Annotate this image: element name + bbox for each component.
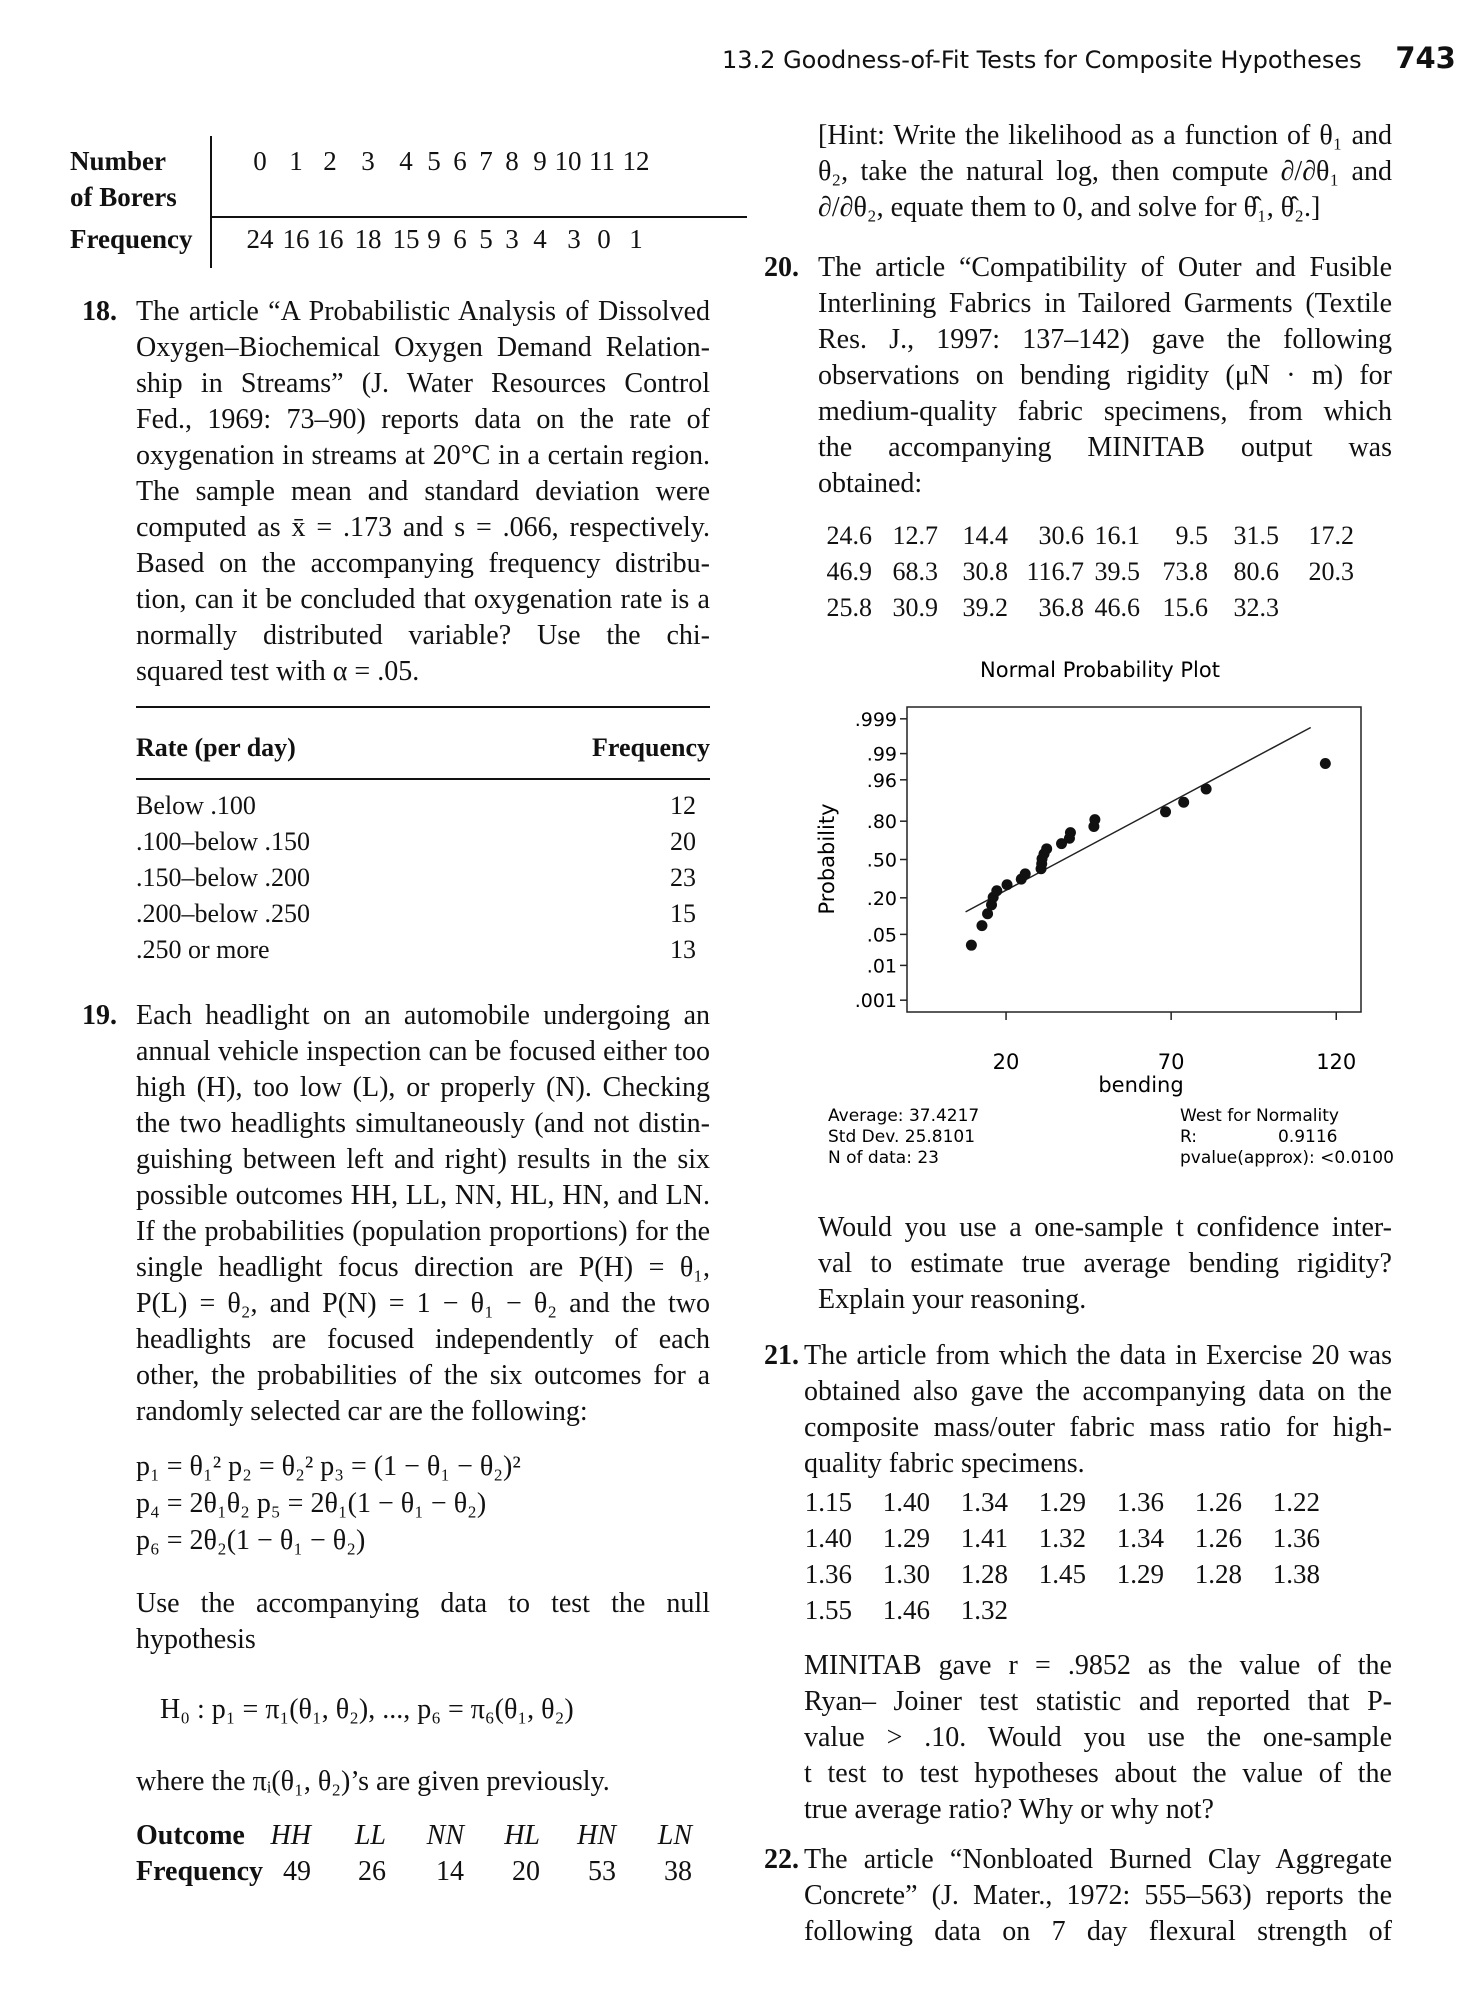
exercise-number: 21.: [764, 1340, 799, 1371]
text-line: hypothesis: [136, 1624, 256, 1655]
text-line: Res. J., 1997: 137–142) gave the following: [818, 324, 1392, 355]
data-cell: 30.6: [1038, 521, 1084, 550]
y-tick-label: .99: [866, 743, 897, 766]
outcome-cell: LN: [657, 1820, 692, 1851]
data-row: [804, 1556, 1344, 1592]
text-line: normally distributed variable? Use the chi-: [136, 620, 710, 651]
data-cell: 1.34: [1116, 1523, 1164, 1553]
stat-text: pvalue(approx): <0.0100: [1180, 1148, 1394, 1168]
data-row: [818, 590, 1398, 626]
data-row: [818, 554, 1398, 590]
bending-data: [818, 518, 1398, 626]
borers-frequency-cell: 16: [316, 224, 344, 254]
normal-probability-plot: [800, 648, 1400, 1184]
data-cell: 1.26: [1194, 1523, 1242, 1553]
data-cell: 1.40: [804, 1523, 852, 1553]
data-point: [1020, 868, 1031, 879]
text-line: possible outcomes HH, LL, NN, HL, HN, and LN.: [136, 1180, 710, 1211]
exercise-number: 19.: [82, 1000, 117, 1031]
borers-frequency-cell: 3: [505, 224, 519, 254]
exercise-19-text: [136, 998, 710, 1430]
x-ticks: [993, 1012, 1357, 1074]
data-cell: 1.45: [1038, 1559, 1086, 1589]
data-cell: 1.40: [882, 1487, 930, 1517]
formula-line: p₄ = 2θ₁θ₂ p₅ = 2θ₁(1 − θ₁ − θ₂): [136, 1488, 487, 1519]
text-line: observations on bending rigidity (μN · m) for: [818, 360, 1392, 391]
text-line: θ₂, take the natural log, then compute ∂/∂θ₁ and: [818, 156, 1392, 187]
text-line: computed as x̄ = .173 and s = .066, respectively.: [136, 512, 710, 543]
text-line: medium-quality fabric specimens, from which: [818, 396, 1392, 427]
data-cell: 39.5: [1094, 557, 1140, 586]
outcome-cell: LL: [354, 1820, 386, 1851]
y-tick-label: .999: [854, 708, 897, 731]
probability-formulas: [136, 1448, 710, 1559]
borers-frequency-cell: 24: [246, 224, 274, 254]
data-cell: 1.32: [1038, 1523, 1086, 1553]
y-tick-label: .50: [866, 849, 897, 872]
data-cell: 1.26: [1194, 1487, 1242, 1517]
x-tick-label: 20: [992, 1050, 1020, 1074]
running-header: [722, 40, 1456, 78]
data-cell: 1.28: [960, 1559, 1008, 1589]
data-row: [804, 1484, 1344, 1520]
text-line: Oxygen–Biochemical Oxygen Demand Relation-: [136, 332, 710, 363]
y-tick-label: .20: [866, 887, 897, 910]
text-line: The article from which the data in Exercise 20 was: [804, 1340, 1392, 1371]
text-line: squared test with α = .05.: [136, 656, 420, 687]
text-line: obtained also gave the accompanying data on the: [804, 1376, 1392, 1407]
data-point: [1201, 784, 1212, 795]
text-line: Fed., 1969: 73–90) reports data on the rate of: [136, 404, 710, 435]
text-line: annual vehicle inspection can be focused either too: [136, 1036, 710, 1067]
data-cell: 1.36: [804, 1559, 852, 1589]
running-title: 13.2 Goodness-of-Fit Tests for Composite Hypotheses: [722, 46, 1362, 74]
y-ticks: [855, 709, 907, 1012]
data-cell: 1.34: [960, 1487, 1008, 1517]
where-line: where the πᵢ(θ₁, θ₂)’s are given previously.: [136, 1766, 610, 1797]
text-line: Each headlight on an automobile undergoing an: [136, 1000, 710, 1031]
data-cell: 1.36: [1272, 1523, 1320, 1553]
borers-frequency-cell: 6: [453, 224, 467, 254]
frequency-cell: 15: [670, 899, 696, 928]
table-row: [136, 860, 710, 896]
exercise-20-text: [818, 250, 1392, 502]
x-tick-label: 120: [1316, 1050, 1357, 1074]
frequency-cell: 20: [670, 827, 696, 856]
text-line: guishing between left and right) results in the six: [136, 1144, 710, 1175]
y-tick-label: .96: [866, 769, 897, 792]
test-instruction: [136, 1586, 710, 1658]
text-line: Based on the accompanying frequency distribu-: [136, 548, 710, 579]
page-number: 743: [1395, 41, 1456, 75]
text-line: Interlining Fabrics in Tailored Garments (Textile: [818, 288, 1392, 319]
data-cell: 30.8: [962, 557, 1008, 586]
data-cell: 1.32: [960, 1595, 1008, 1625]
data-point: [1320, 758, 1331, 769]
borers-number-cell: 5: [427, 146, 441, 176]
data-cell: 1.29: [1038, 1487, 1086, 1517]
borers-number-cell: 4: [399, 146, 413, 176]
text-line: single headlight focus direction are P(H) = θ₁,: [136, 1252, 710, 1283]
borers-number-cell: 1: [289, 146, 303, 176]
text-line: tion, can it be concluded that oxygenation rate is a: [136, 584, 710, 615]
data-point: [1065, 827, 1076, 838]
data-cell: 1.36: [1116, 1487, 1164, 1517]
data-point: [1041, 843, 1052, 854]
stat-text: N of data: 23: [828, 1148, 939, 1168]
borers-frequency-cell: 3: [567, 224, 581, 254]
data-row: [804, 1520, 1344, 1556]
stats-left: [828, 1106, 979, 1168]
data-point: [1178, 797, 1189, 808]
stat-text: R:: [1180, 1127, 1198, 1147]
data-cell: 36.8: [1038, 593, 1084, 622]
table-row: [136, 896, 710, 932]
borers-row2-label: Frequency: [70, 224, 193, 254]
exercise-18-text: [136, 294, 710, 690]
text-line: P(L) = θ₂, and P(N) = 1 − θ₁ − θ₂ and the two: [136, 1288, 710, 1319]
data-row: [804, 1592, 1344, 1628]
stat-text: Std Dev. 25.8101: [828, 1127, 976, 1147]
text-line: ship in Streams” (J. Water Resources Control: [136, 368, 710, 399]
data-cell: 1.30: [882, 1559, 930, 1589]
borers-row1-label2: of Borers: [70, 182, 177, 212]
data-cell: 39.2: [962, 593, 1008, 622]
borers-frequency-cell: 5: [479, 224, 493, 254]
text-line: oxygenation in streams at 20°C in a certain region.: [136, 440, 710, 471]
borers-row1-label: Number: [70, 146, 166, 176]
exercise-21-question: [804, 1648, 1392, 1828]
data-cell: 1.22: [1272, 1487, 1320, 1517]
outcome-cell: HL: [504, 1820, 540, 1851]
data-cell: 80.6: [1233, 557, 1279, 586]
text-line: The article “Compatibility of Outer and Fusible: [818, 252, 1392, 283]
borers-number-cell: 9: [533, 146, 547, 176]
outcome-table: [136, 1818, 716, 1898]
exercise-20-question: [818, 1210, 1392, 1318]
outcome-label: Outcome: [136, 1820, 245, 1851]
exercise-hint: [818, 118, 1392, 226]
borers-number-cell: 8: [505, 146, 519, 176]
table-row: [136, 932, 710, 968]
null-hypothesis: H₀ : p₁ = π₁(θ₁, θ₂), ..., p₆ = π₆(θ₁, θ₂): [160, 1694, 574, 1725]
data-cell: 1.29: [882, 1523, 930, 1553]
data-point: [1002, 879, 1013, 890]
borers-number-row: [70, 146, 750, 182]
frequency-header: Frequency: [592, 733, 710, 762]
exercise-number: 20.: [764, 252, 799, 283]
data-point: [991, 885, 1002, 896]
outcome-frequency-cell: 20: [512, 1856, 540, 1887]
exercise-number: 22.: [764, 1844, 799, 1875]
text-line: randomly selected car are the following:: [136, 1396, 588, 1427]
x-axis-label: bending: [1098, 1073, 1184, 1097]
data-cell: 1.38: [1272, 1559, 1320, 1589]
outcome-frequency-cell: 14: [436, 1856, 464, 1887]
y-axis-label: Probability: [815, 803, 839, 915]
data-cell: 46.9: [826, 557, 872, 586]
text-line: following data on 7 day flexural strength of: [804, 1916, 1392, 1947]
rate-cell: .100–below .150: [136, 827, 311, 856]
text-line: true average ratio? Why or why not?: [804, 1794, 1214, 1825]
data-cell: 46.6: [1094, 593, 1140, 622]
rate-cell: .200–below .250: [136, 899, 311, 928]
text-line: Concrete” (J. Mater., 1972: 555–563) reports the: [804, 1880, 1392, 1911]
outcome-cell: HN: [577, 1820, 616, 1851]
y-tick-label: .80: [866, 811, 897, 834]
text-line: If the probabilities (population proportions) for the: [136, 1216, 710, 1247]
rate-header: Rate (per day): [136, 733, 296, 762]
text-line: The article “A Probabilistic Analysis of Dissolved: [136, 296, 710, 327]
frequency-cell: 13: [670, 935, 696, 964]
stat-text: 0.9116: [1278, 1127, 1338, 1147]
borers-frequency-cell: 9: [427, 224, 441, 254]
data-row: [818, 518, 1398, 554]
borers-number-cell: 6: [453, 146, 467, 176]
stat-text: West for Normality: [1180, 1106, 1339, 1126]
text-line: t test to test hypotheses about the value of the: [804, 1758, 1392, 1789]
borers-table: [70, 140, 750, 270]
data-cell: 17.2: [1308, 521, 1354, 550]
text-line: [Hint: Write the likelihood as a function of θ₁ and: [818, 120, 1392, 151]
data-cell: 1.15: [804, 1487, 852, 1517]
data-cell: 24.6: [826, 521, 872, 550]
outcome-frequency-cell: 38: [664, 1856, 692, 1887]
text-line: the two headlights simultaneously (and not distin-: [136, 1108, 710, 1139]
text-line: high (H), too low (L), or properly (N). Checking: [136, 1072, 710, 1103]
data-cell: 25.8: [826, 593, 872, 622]
fit-line: [966, 727, 1311, 911]
data-cell: 1.29: [1116, 1559, 1164, 1589]
borers-frequency-cell: 16: [282, 224, 310, 254]
data-points: [966, 758, 1331, 951]
text-line: Ryan– Joiner test statistic and reported that P-: [804, 1686, 1392, 1717]
frequency-label: Frequency: [136, 1856, 264, 1887]
data-cell: 32.3: [1233, 593, 1279, 622]
formula-line: p₁ = θ₁² p₂ = θ₂² p₃ = (1 − θ₁ − θ₂)²: [136, 1451, 521, 1482]
borers-number-cell: 10: [554, 146, 582, 176]
data-cell: 15.6: [1162, 593, 1208, 622]
outcome-frequency-cell: 49: [283, 1856, 311, 1887]
y-tick-label: .001: [854, 990, 897, 1013]
data-cell: 20.3: [1308, 557, 1354, 586]
data-point: [1089, 814, 1100, 825]
stat-text: Average: 37.4217: [828, 1106, 980, 1126]
data-cell: 30.9: [892, 593, 938, 622]
text-line: val to estimate true average bending rigidity?: [818, 1248, 1392, 1279]
ratio-data: [804, 1484, 1344, 1628]
data-cell: 12.7: [892, 521, 938, 550]
text-line: headlights are focused independently of each: [136, 1324, 710, 1355]
borers-number-cell: 0: [253, 146, 267, 176]
text-line: ∂/∂θ₂, equate them to 0, and solve for θ̂₁, θ̂₂.]: [818, 192, 1321, 223]
borers-number-cell: 7: [479, 146, 493, 176]
borers-frequency-cell: 4: [533, 224, 547, 254]
borers-number-cell: 3: [361, 146, 375, 176]
text-line: composite mass/outer fabric mass ratio for high-: [804, 1412, 1392, 1443]
table-row: [136, 788, 710, 824]
outcome-frequency-cell: 53: [588, 1856, 616, 1887]
data-cell: 31.5: [1233, 521, 1279, 550]
data-point: [1160, 806, 1171, 817]
text-line: the accompanying MINITAB output was: [818, 432, 1392, 463]
text-line: Would you use a one-sample t confidence inter-: [818, 1212, 1392, 1243]
text-line: MINITAB gave r = .9852 as the value of the: [804, 1650, 1392, 1681]
data-cell: 16.1: [1094, 521, 1140, 550]
exercise-22-text: [804, 1842, 1392, 1950]
data-cell: 116.7: [1026, 557, 1084, 586]
data-cell: 14.4: [962, 521, 1008, 550]
frequency-cell: 12: [670, 791, 696, 820]
table-row: [136, 824, 710, 860]
frequency-cell: 23: [670, 863, 696, 892]
outcome-cell: NN: [426, 1820, 464, 1851]
formula-line: p₆ = 2θ₂(1 − θ₁ − θ₂): [136, 1525, 366, 1556]
text-line: Use the accompanying data to test the null: [136, 1588, 710, 1619]
data-cell: 9.5: [1175, 521, 1208, 550]
borers-frequency-cell: 15: [392, 224, 420, 254]
outcome-frequency-cell: 26: [358, 1856, 386, 1887]
rate-cell: .150–below .200: [136, 863, 311, 892]
outcome-cell: HH: [270, 1820, 311, 1851]
data-point: [966, 940, 977, 951]
x-tick-label: 70: [1157, 1050, 1185, 1074]
y-tick-label: .05: [866, 924, 897, 947]
borers-number-cell: 11: [589, 146, 615, 176]
borers-frequency-cell: 0: [597, 224, 611, 254]
data-cell: 68.3: [892, 557, 938, 586]
borers-frequency-cell: 1: [629, 224, 643, 254]
borers-frequency-cell: 18: [354, 224, 382, 254]
text-line: obtained:: [818, 468, 923, 499]
rate-cell: .250 or more: [136, 935, 270, 964]
plot-frame: [907, 707, 1361, 1012]
data-cell: 1.41: [960, 1523, 1008, 1553]
text-line: Explain your reasoning.: [818, 1284, 1087, 1315]
stats-right: [1180, 1106, 1394, 1168]
borers-number-cell: 2: [323, 146, 337, 176]
chart-title: Normal Probability Plot: [980, 658, 1220, 682]
data-cell: 1.28: [1194, 1559, 1242, 1589]
rate-cell: Below .100: [136, 791, 256, 820]
data-cell: 1.55: [804, 1595, 852, 1625]
data-point: [976, 920, 987, 931]
rate-rows: [136, 788, 710, 968]
text-line: The sample mean and standard deviation were: [136, 476, 710, 507]
text-line: value > .10. Would you use the one-sample: [804, 1722, 1392, 1753]
borers-number-cell: 12: [622, 146, 650, 176]
data-cell: 73.8: [1162, 557, 1208, 586]
borers-frequency-row: [70, 224, 750, 260]
exercise-21-text: [804, 1338, 1392, 1482]
text-line: The article “Nonbloated Burned Clay Aggregate: [804, 1844, 1392, 1875]
text-line: other, the probabilities of the six outcomes for a: [136, 1360, 710, 1391]
y-tick-label: .01: [866, 955, 897, 978]
data-cell: 1.46: [882, 1595, 930, 1625]
text-line: quality fabric specimens.: [804, 1448, 1085, 1479]
exercise-number: 18.: [82, 296, 117, 327]
